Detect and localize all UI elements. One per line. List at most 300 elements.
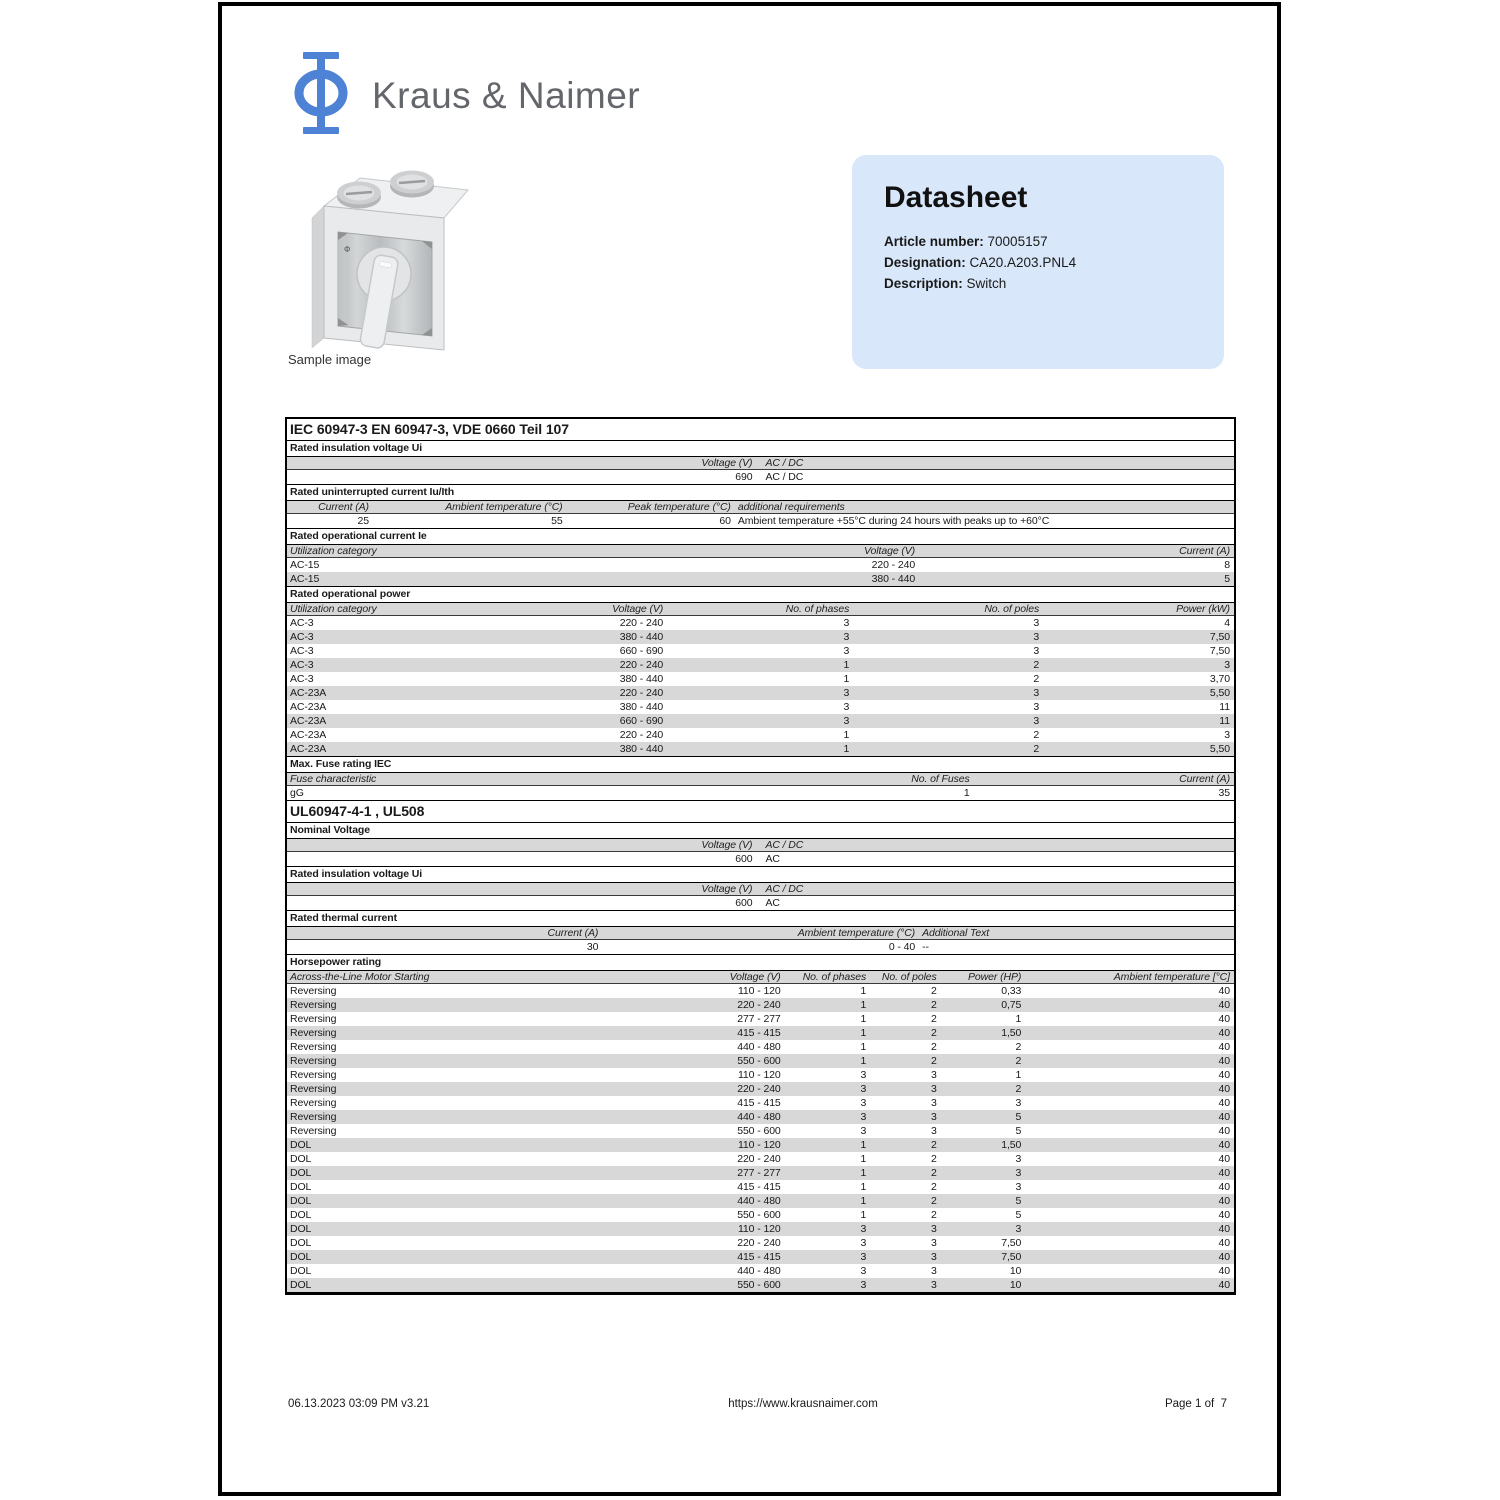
table-row	[287, 1278, 1234, 1292]
table-row	[287, 1026, 1234, 1040]
cell: Across-the-Line Motor Starting	[290, 971, 430, 983]
cell: Ambient temperature (°C)	[445, 501, 563, 513]
cell: 7,50	[1209, 645, 1230, 657]
cell: 3	[1015, 1153, 1022, 1165]
cell: 30	[586, 941, 599, 953]
table-row	[287, 1012, 1234, 1026]
cell: 5	[1015, 1195, 1022, 1207]
cell: Peak temperature (°C)	[627, 501, 731, 513]
cell: 40	[1218, 1195, 1230, 1207]
cell: 220 - 240	[737, 1153, 781, 1165]
cell: 3	[860, 1265, 867, 1277]
cell: DOL	[290, 1195, 312, 1207]
cell: Reversing	[290, 985, 337, 997]
cell: 3	[843, 701, 850, 713]
cell: 2	[1015, 1055, 1022, 1067]
table-header-row	[287, 772, 1234, 786]
table-header-row	[287, 970, 1234, 984]
cell: 3	[930, 1125, 937, 1137]
cable-gland-rear	[390, 171, 434, 198]
cell: 5,50	[1209, 743, 1230, 755]
cell: 40	[1218, 1265, 1230, 1277]
cell: Fuse characteristic	[290, 773, 377, 785]
cell: 1	[860, 1209, 867, 1221]
cell: 3	[860, 1251, 867, 1263]
cell: AC-23A	[290, 729, 327, 741]
cell: 3	[930, 1083, 937, 1095]
cell: No. of phases	[802, 971, 867, 983]
cell: 10	[1009, 1265, 1022, 1277]
cell: DOL	[290, 1265, 312, 1277]
cell: Power (kW)	[1176, 603, 1230, 615]
cell: 415 - 415	[737, 1027, 781, 1039]
cell: 3,70	[1209, 673, 1230, 685]
cell: Utilization category	[290, 545, 377, 557]
sample-image-caption: Sample image	[288, 352, 372, 367]
cell: 3	[860, 1083, 867, 1095]
cell: DOL	[290, 1139, 312, 1151]
cell: Current (A)	[547, 927, 599, 939]
cell: 3	[843, 645, 850, 657]
cell: 380 - 440	[619, 743, 664, 755]
cell: 1	[843, 743, 850, 755]
table-row	[287, 672, 1234, 686]
footer-url: https://www.krausnaimer.com	[728, 1398, 878, 1410]
table-row	[287, 1236, 1234, 1250]
cell: 3	[930, 1069, 937, 1081]
cell: 415 - 415	[737, 1251, 781, 1263]
cell: Voltage (V)	[864, 545, 916, 557]
table-row	[287, 1222, 1234, 1236]
cell: AC	[765, 897, 780, 909]
cell: 0 - 40	[888, 941, 916, 953]
cell: 550 - 600	[737, 1279, 781, 1291]
cell: 380 - 440	[619, 631, 664, 643]
table-row	[287, 1068, 1234, 1082]
cell: Reversing	[290, 1041, 337, 1053]
cell: Ambient temperature [°C]	[1113, 971, 1230, 983]
section-header: Max. Fuse rating IEC	[287, 756, 1234, 772]
cell: 3	[843, 617, 850, 629]
cell: 40	[1218, 1237, 1230, 1249]
cell: 40	[1218, 999, 1230, 1011]
cell: AC-3	[290, 645, 314, 657]
cell: 1	[843, 729, 850, 741]
cell: 220 - 240	[619, 729, 664, 741]
field-designation	[884, 252, 1192, 273]
cell: 8	[1224, 559, 1230, 571]
cell: 2	[1033, 743, 1040, 755]
cell: 40	[1218, 1181, 1230, 1193]
spec-table	[285, 417, 1236, 1295]
table-row	[287, 1180, 1234, 1194]
cell: 3	[1033, 631, 1040, 643]
cell: Utilization category	[290, 603, 377, 615]
cell: 110 - 120	[737, 1139, 781, 1151]
table-row	[287, 1110, 1234, 1124]
table-header-row	[287, 500, 1234, 514]
cell: 2	[930, 999, 937, 1011]
table-row	[287, 1054, 1234, 1068]
cell: AC-3	[290, 673, 314, 685]
section-header: Rated operational power	[287, 586, 1234, 602]
table-row	[287, 1208, 1234, 1222]
cell: 2	[930, 1041, 937, 1053]
cell: DOL	[290, 1181, 312, 1193]
cell: 550 - 600	[737, 1209, 781, 1221]
cell: 3	[930, 1237, 937, 1249]
cell: 3	[1015, 1223, 1022, 1235]
table-row	[287, 1264, 1234, 1278]
cell: Voltage (V)	[701, 457, 753, 469]
cell: Current (A)	[318, 501, 369, 513]
cell: 2	[930, 1027, 937, 1039]
field-label: Designation:	[884, 255, 966, 270]
table-row	[287, 616, 1234, 630]
cell: 5	[1015, 1125, 1022, 1137]
cell: 40	[1218, 1153, 1230, 1165]
cell: 3	[1224, 729, 1230, 741]
table-row	[287, 572, 1234, 586]
cell: 3	[860, 1097, 867, 1109]
cell: 1	[860, 1027, 867, 1039]
cell: 0,33	[1001, 985, 1022, 997]
cell: No. of poles	[984, 603, 1040, 615]
svg-text:Φ: Φ	[344, 245, 351, 254]
cell: No. of Fuses	[911, 773, 970, 785]
table-row	[287, 728, 1234, 742]
cell: AC-3	[290, 631, 314, 643]
cell: 11	[1219, 715, 1230, 727]
cell: 40	[1218, 1055, 1230, 1067]
cell: 415 - 415	[737, 1097, 781, 1109]
cell: AC-23A	[290, 687, 327, 699]
cell: 3	[930, 1279, 937, 1291]
brand-name: Kraus & Naimer	[372, 74, 641, 116]
cable-gland-front	[337, 182, 381, 209]
cell: AC / DC	[765, 471, 804, 483]
cell: DOL	[290, 1153, 312, 1165]
cell: 600	[735, 897, 753, 909]
cell: 10	[1009, 1279, 1022, 1291]
cell: 2	[1033, 659, 1040, 671]
cell: 40	[1218, 1125, 1230, 1137]
cell: 277 - 277	[737, 1167, 781, 1179]
cell: Reversing	[290, 1111, 337, 1123]
cell: 5	[1015, 1209, 1022, 1221]
cell: 7,50	[1209, 631, 1230, 643]
cell: 1	[1015, 1069, 1022, 1081]
cell: 40	[1218, 1041, 1230, 1053]
cell: 40	[1218, 985, 1230, 997]
cell: 2	[930, 1181, 937, 1193]
cell: 2	[1033, 729, 1040, 741]
cell: DOL	[290, 1167, 312, 1179]
cell: 3	[1015, 1097, 1022, 1109]
table-row	[287, 786, 1234, 800]
cell: 3	[930, 1097, 937, 1109]
field-value: CA20.A203.PNL4	[965, 255, 1077, 270]
cell: DOL	[290, 1209, 312, 1221]
table-row	[287, 852, 1234, 866]
cell: 220 - 240	[619, 659, 664, 671]
cell: AC-23A	[290, 743, 327, 755]
cell: 1,50	[1001, 1027, 1022, 1039]
cell: 220 - 240	[737, 999, 781, 1011]
cell: 40	[1218, 1083, 1230, 1095]
cell: 40	[1218, 1209, 1230, 1221]
cell: 1	[860, 985, 867, 997]
cell: 2	[930, 1153, 937, 1165]
table-row	[287, 686, 1234, 700]
cell: 380 - 440	[871, 573, 916, 585]
cell: Reversing	[290, 1097, 337, 1109]
cell: 660 - 690	[619, 715, 664, 727]
cell: 3	[860, 1111, 867, 1123]
cell: 40	[1218, 1069, 1230, 1081]
field-description	[884, 273, 1192, 294]
cell: 1	[860, 1195, 867, 1207]
cell: 3	[1015, 1167, 1022, 1179]
cell: Current (A)	[1179, 773, 1230, 785]
footer-date: 06.13.2023 03:09 PM v3.21	[288, 1398, 430, 1410]
cell: 415 - 415	[737, 1181, 781, 1193]
table-row	[287, 1124, 1234, 1138]
field-label: Description:	[884, 276, 963, 291]
cell: AC / DC	[765, 883, 804, 895]
cell: AC	[765, 853, 780, 865]
cell: 380 - 440	[619, 673, 664, 685]
cell: 3	[1033, 715, 1040, 727]
cell: 550 - 600	[737, 1055, 781, 1067]
field-value: Switch	[962, 276, 1007, 291]
cell: 5	[1224, 573, 1230, 585]
cell: 40	[1218, 1139, 1230, 1151]
cell: 2	[930, 1013, 937, 1025]
cell: 2	[1015, 1083, 1022, 1095]
cell: 7,50	[1001, 1237, 1022, 1249]
cell: 1	[843, 659, 850, 671]
cell: 40	[1218, 1097, 1230, 1109]
cell: 600	[735, 853, 753, 865]
cell: 1	[1015, 1013, 1022, 1025]
phi-logo-icon	[294, 52, 348, 139]
cell: 440 - 480	[737, 1041, 781, 1053]
cell: 3	[930, 1265, 937, 1277]
table-row	[287, 700, 1234, 714]
cell: 55	[551, 515, 563, 527]
cell: 1	[860, 1055, 867, 1067]
cell: AC-3	[290, 659, 314, 671]
cell: 3	[1033, 617, 1040, 629]
cell: Reversing	[290, 1069, 337, 1081]
cell: 40	[1218, 1251, 1230, 1263]
cell: Voltage (V)	[729, 971, 781, 983]
cell: Power (HP)	[968, 971, 1022, 983]
cell: 35	[1218, 787, 1230, 799]
cell: 3	[843, 687, 850, 699]
cell: 40	[1218, 1223, 1230, 1235]
table-row	[287, 940, 1234, 954]
cell: AC / DC	[765, 839, 804, 851]
cell: 40	[1218, 1027, 1230, 1039]
table-header-row	[287, 544, 1234, 558]
table-header-row	[287, 602, 1234, 616]
cell: 440 - 480	[737, 1265, 781, 1277]
cell: 220 - 240	[619, 617, 664, 629]
cell: Reversing	[290, 1055, 337, 1067]
cell: 11	[1219, 701, 1230, 713]
cell: 5	[1015, 1111, 1022, 1123]
cell: 110 - 120	[737, 1223, 781, 1235]
section-header: Rated operational current Ie	[287, 528, 1234, 544]
section-header: Rated uninterrupted current Iu/Ith	[287, 484, 1234, 500]
cell: 1	[843, 673, 850, 685]
cell: 220 - 240	[619, 687, 664, 699]
cell: 2	[930, 985, 937, 997]
cell: 690	[735, 471, 753, 483]
section-header: Rated insulation voltage Ui	[287, 866, 1234, 882]
cell: 40	[1218, 1279, 1230, 1291]
cell: 3	[843, 631, 850, 643]
cell: 220 - 240	[737, 1083, 781, 1095]
cell: 40	[1218, 1013, 1230, 1025]
cell: 3	[860, 1223, 867, 1235]
cell: --	[922, 941, 929, 953]
cell: Reversing	[290, 999, 337, 1011]
cell: 3	[860, 1237, 867, 1249]
cell: 2	[1015, 1041, 1022, 1053]
cell: AC-15	[290, 559, 320, 571]
cell: Reversing	[290, 1083, 337, 1095]
document-page	[218, 2, 1281, 1496]
cell: 3	[930, 1251, 937, 1263]
table-row	[287, 1096, 1234, 1110]
table-row	[287, 658, 1234, 672]
cell: DOL	[290, 1223, 312, 1235]
cell: Reversing	[290, 1027, 337, 1039]
cell: 2	[1033, 673, 1040, 685]
cell: 277 - 277	[737, 1013, 781, 1025]
table-row	[287, 1138, 1234, 1152]
table-row	[287, 714, 1234, 728]
cell: DOL	[290, 1237, 312, 1249]
table-row	[287, 1194, 1234, 1208]
datasheet-card	[852, 155, 1224, 369]
table-row	[287, 984, 1234, 998]
cell: Current (A)	[1179, 545, 1230, 557]
cell: 3	[860, 1125, 867, 1137]
cell: 5,50	[1209, 687, 1230, 699]
cell: 3	[1033, 701, 1040, 713]
cell: additional requirements	[737, 501, 845, 513]
cell: 440 - 480	[737, 1195, 781, 1207]
cell: Additional Text	[922, 927, 990, 939]
table-row	[287, 644, 1234, 658]
cell: 3	[860, 1279, 867, 1291]
table-header-row	[287, 882, 1234, 896]
cell: Ambient temperature (°C)	[797, 927, 916, 939]
cell: 3	[1224, 659, 1230, 671]
section-header: Nominal Voltage	[287, 822, 1234, 838]
cell: 1	[963, 787, 970, 799]
cell: 4	[1224, 617, 1230, 629]
cell: gG	[290, 787, 304, 799]
cell: Reversing	[290, 1125, 337, 1137]
section-header: Rated insulation voltage Ui	[287, 440, 1234, 456]
cell: 660 - 690	[619, 645, 664, 657]
cell: 440 - 480	[737, 1111, 781, 1123]
cell: 40	[1218, 1111, 1230, 1123]
table-row	[287, 998, 1234, 1012]
section-header: Rated thermal current	[287, 910, 1234, 926]
page-title: Datasheet	[884, 181, 1028, 214]
cell: 550 - 600	[737, 1125, 781, 1137]
cell: AC / DC	[765, 457, 804, 469]
cell: 3	[860, 1069, 867, 1081]
cell: 3	[843, 715, 850, 727]
cell: 110 - 120	[737, 1069, 781, 1081]
table-title: IEC 60947-3 EN 60947-3, VDE 0660 Teil 107	[290, 421, 569, 437]
cell: 25	[357, 515, 369, 527]
table-row	[287, 558, 1234, 572]
table-row	[287, 896, 1234, 910]
cell: AC-3	[290, 617, 314, 629]
info-fields	[884, 231, 1192, 294]
field-value: 70005157	[983, 234, 1048, 249]
cell: AC-23A	[290, 715, 327, 727]
cell: 0,75	[1001, 999, 1022, 1011]
cell: 110 - 120	[737, 985, 781, 997]
cell: 1	[860, 1167, 867, 1179]
brand-logo	[294, 52, 640, 139]
cell: No. of phases	[785, 603, 850, 615]
table-header-row	[287, 838, 1234, 852]
table-header-row	[287, 926, 1234, 940]
cell: 1,50	[1001, 1139, 1022, 1151]
field-article-number	[884, 231, 1192, 252]
cell: 3	[930, 1111, 937, 1123]
table-row	[287, 1166, 1234, 1180]
table-row	[287, 1152, 1234, 1166]
cell: DOL	[290, 1279, 312, 1291]
cell: 2	[930, 1139, 937, 1151]
cell: 1	[860, 1013, 867, 1025]
cell: DOL	[290, 1251, 312, 1263]
table-row	[287, 742, 1234, 756]
cell: Voltage (V)	[701, 839, 753, 851]
cell: 2	[930, 1055, 937, 1067]
cell: No. of poles	[881, 971, 937, 983]
product-image	[296, 156, 476, 361]
cell: 7,50	[1001, 1251, 1022, 1263]
table-title: UL60947-4-1 , UL508	[287, 800, 1234, 822]
table-header-row	[287, 456, 1234, 470]
cell: 2	[930, 1209, 937, 1221]
cell: Voltage (V)	[701, 883, 753, 895]
cell: 2	[930, 1167, 937, 1179]
table-row	[287, 470, 1234, 484]
cell: Reversing	[290, 1013, 337, 1025]
cell: AC-15	[290, 573, 320, 585]
table-row	[287, 1250, 1234, 1264]
cell: 3	[1033, 687, 1040, 699]
cell: 1	[860, 1153, 867, 1165]
cell: 1	[860, 1041, 867, 1053]
cell: 2	[930, 1195, 937, 1207]
cell: 1	[860, 1139, 867, 1151]
table-row	[287, 1082, 1234, 1096]
